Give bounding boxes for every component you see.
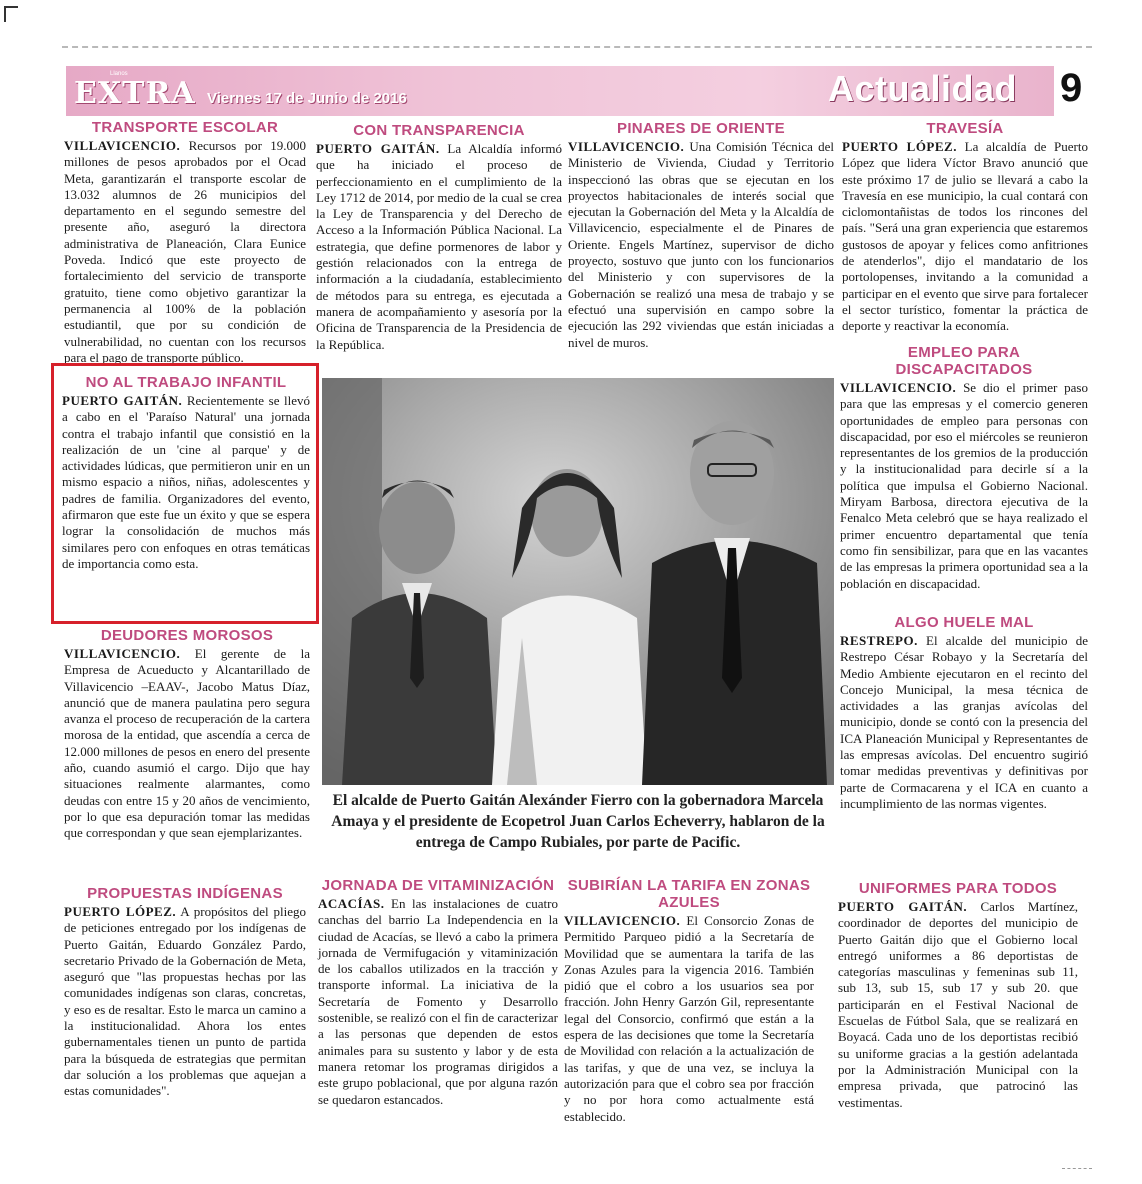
article-body [316, 141, 562, 353]
article-text: Recursos por 19.000 millones de pesos aprobados por el Ocad Meta, garantizarán el transporte escolar de 13.032 alumnos de 26 municipios del departamento en el segundo semestre del presente año, aseguró la directora administrativa de Planeación, Clara Eunice Poveda. Indicó que este proyecto de fortalecimiento del servicio de transporte gratuito, tiene como objetivo garantizar la permanencia al 100% de la población estudiantil, que por su condición de vulnerabilidad, no cuentan con los recursos para el pago de transporte público. [64, 138, 306, 365]
dateline: PUERTO GAITÁN. [62, 393, 183, 408]
photo-caption: El alcalde de Puerto Gaitán Alexánder Fierro con la gobernadora Marcela Amaya y el presidente de Ecopetrol Juan Carlos Echeverry, hablaron de la entrega de Campo Rubiales, por parte de Pacific. [331, 792, 825, 851]
dateline: PUERTO GAITÁN. [838, 899, 968, 914]
article-text: El gerente de la Empresa de Acueducto y Alcantarillado de Villavicencio –EAAV-, Jacobo Matus Díaz, anunció que de manera paulatina pero segura avanza el proceso de recuperación de la cartera morosa de la entidad, que ascendía a cerca de 12.000 millones de pesos en enero del presente año, cuando asumió el cargo. Dijo que hay situaciones realmente alarmantes, como deudas con entre 15 y 20 años de vencimiento, por lo que esa depuración tomar las medidas que correspondan y que sean ejemplarizantes. [64, 646, 310, 841]
article-text: Recientemente se llevó a cabo en el 'Paraíso Natural' una jornada contra el trabajo infantil que consistió en la realización de un 'cine al parque' y de actividades lúdicas, que permitieron unir en un mismo espacio a niños, niñas, adolescentes y padres de familia. Organizadores del evento, afirmaron que este fue un éxito y que se espera lograr la consolidación de muchos más similares pero con enfoques en otras temáticas de importancia como esta. [62, 393, 310, 571]
dateline: PUERTO GAITÁN. [316, 141, 440, 156]
headline: CON TRANSPARENCIA [353, 122, 525, 139]
dateline: VILLAVICENCIO. [568, 139, 685, 154]
dateline: ACACÍAS. [318, 896, 385, 911]
article-deudores-morosos [64, 627, 310, 842]
headline: JORNADA DE VITAMINIZACIÓN [321, 877, 555, 894]
article-empleo-para-discapacitados [840, 344, 1088, 592]
bottom-dashed-rule [1062, 1168, 1092, 1169]
dateline: VILLAVICENCIO. [64, 646, 181, 661]
article-body [840, 380, 1088, 592]
page-number: 9 [1060, 66, 1083, 110]
article-body [568, 139, 834, 351]
article-text: En las instalaciones de cuatro canchas del barrio La Independencia en la ciudad de Acacías, se llevó a cabo la primera jornada de Vermifugación y vitaminización de los caballos utilizados en la tracción y transporte informal. La iniciativa de la Secretaría de Fomento y Desarrollo sostenible, se realizó con el fin de caracterizar a las personas que dependen de estos animales para su sustento y labor y de esta manera retomar los programas dirigidos a este grupo poblacional, que por alguna razón se quedaron estancados. [318, 896, 558, 1107]
article-text: Una Comisión Técnica del Ministerio de Vivienda, Ciudad y Territorio inspeccionó las obras que se ejecutan en los proyectos habitacionales de interés social que ejecutan la Gobernación del Meta y la Alcaldía de Villavicencio, especialmente el de Pinares de Oriente. Engels Martínez, supervisor de dicho proyecto, sostuvo que junto con los funcionarios del Ministerio y con supervisores de la Gobernación se realizó una mesa de trabajo y se efectuó una supervisión en campo sobre la ejecución las 292 viviendas que están iniciadas a nivel de muros. [568, 139, 834, 350]
headline: NO AL TRABAJO INFANTIL [85, 374, 287, 391]
dateline: PUERTO LÓPEZ. [64, 904, 177, 919]
article-propuestas-indigenas [64, 885, 306, 1100]
headline: PROPUESTAS INDÍGENAS [87, 885, 283, 902]
group-portrait-image [322, 378, 834, 785]
article-con-transparencia [316, 122, 562, 353]
section-title: Actualidad [828, 68, 1018, 109]
article-uniformes-para-todos [838, 880, 1078, 1111]
dateline: VILLAVICENCIO. [64, 138, 181, 153]
article-body [318, 896, 558, 1108]
article-body [64, 646, 310, 842]
article-body [564, 913, 814, 1125]
dateline: VILLAVICENCIO. [564, 913, 681, 928]
headline: TRANSPORTE ESCOLAR [91, 119, 279, 136]
headline: ALGO HUELE MAL [894, 614, 1034, 631]
headline: EMPLEO PARA DISCAPACITADOS [895, 344, 1033, 378]
newspaper-logo-kicker: Llanos [110, 71, 128, 77]
article-text: Carlos Martínez, coordinador de deportes del municipio de Puerto Gaitán dijo que el Gobierno local entregó uniformes a 86 deportistas de categorías masculinas y femeninas sub 11, sub 13, sub 15, sub 17 y sub 20. que participarán en el Festival Nacional de Escuelas de Fútbol Sala, que se realizará en Boyacá. Cada uno de los deportistas recibió su uniforme gracias a la gestión adelantada por la Administración Municipal con la empresa privada, que patrocinó las vestimentas. [838, 899, 1078, 1110]
crop-mark [4, 6, 18, 22]
article-body [838, 899, 1078, 1111]
article-travesia [842, 120, 1088, 335]
headline: PINARES DE ORIENTE [617, 120, 785, 137]
newspaper-logo: EXTRA [74, 76, 196, 111]
issue-date: Viernes 17 de Junio de 2016 [207, 90, 407, 107]
article-algo-huele-mal [840, 614, 1088, 812]
article-subirian-la-tarifa [564, 877, 814, 1125]
article-transporte-escolar [64, 119, 306, 366]
article-jornada-de-vitaminizacion [318, 877, 558, 1108]
headline: UNIFORMES PARA TODOS [858, 880, 1058, 897]
article-text: A propósitos del pliego de peticiones entregado por los indígenas de Puerto Gaitán, Eduardo González Pardo, secretario Privado de la Gobernación de Meta, aseguró que "las propuestas hechas por las comunidades indígenas son claras, concretas, y eso es de resaltar. Esto le marca un camino a la institucionalidad. Ahora los entes gubernamentales tienen un punto de partida para la búsqueda de estrategias que permitan dar solución a los problemas que aquejan a estas comunidades". [64, 904, 306, 1099]
article-body [842, 139, 1088, 335]
article-pinares-de-oriente [568, 120, 834, 351]
top-dashed-rule [62, 46, 1092, 48]
news-photo [322, 378, 834, 785]
article-body [64, 904, 306, 1100]
article-body [64, 138, 306, 366]
article-text: La alcaldía de Puerto López que lidera Víctor Bravo anunció que este próximo 17 de julio se llevará a cabo la Travesía en ese municipio, la cual contará con ciclomontañistas de todos los rincones del país. "Será una gran experiencia que estaremos gustosos de apoyar y felices como anfitriones de atenderlos", dijo el mandatario de los portolopenses, invitando a la comunidad a participar en el evento que sirve para fortalecer el sector turístico, fomentar la práctica de deporte y reactivar la economía. [842, 139, 1088, 334]
headline: DEUDORES MOROSOS [100, 627, 274, 644]
article-text: Se dio el primer paso para que las empresas y el comercio generen oportunidades de empleo para personas con discapacidad, por eso el miércoles se reunieron representantes de los gremios de la producción y la institucionalidad para decirle sí a la política que impulsa el Gobierno Nacional. Miryam Barbosa, directora ejecutiva de la Fenalco Meta celebró que se haya realizado el primer encuentro departamental que tenía como fin sensibilizar, para que en las vacantes de las empresas la primera oportunidad sea a la población en discapacidad. [840, 380, 1088, 591]
dateline: VILLAVICENCIO. [840, 380, 957, 395]
article-body [62, 393, 310, 572]
headline: TRAVESÍA [926, 120, 1004, 137]
dateline: RESTREPO. [840, 633, 918, 648]
article-text: El Consorcio Zonas de Permitido Parqueo pidió a la Secretaría de Movilidad que se aumentara la tarifa de las Zonas Azules para la vigencia 2016. También pidió que el cobro a los usuarios sea por fracción. John Henry Garzón Gil, representante legal del Consorcio, confirmó que están a la espera de las decisiones que tome la Secretaría de Movilidad con relación a la actualización de las tarifas, y que de una vez, se incluya la autorización para que el cobro sea por fracción y no por hora como actualmente está establecido. [564, 913, 814, 1124]
article-text: La Alcaldía informó que ha iniciado el proceso de perfeccionamiento en el cumplimiento de la Ley 1712 de 2014, por medio de la cual se crea la Ley de Transparencia y del Derecho de Acceso a la Información Pública Nacional. La estrategia, que define pormenores de labor y gestión relacionados con la entrega de información a la ciudadanía, establecimiento de métodos para su entrega, es ejecutada a manera de acompañamiento y asesoría por la Oficina de Transparencia de la Presidencia de la República. [316, 141, 562, 352]
article-body [840, 633, 1088, 812]
article-no-al-trabajo-infantil [62, 374, 310, 572]
article-text: El alcalde del municipio de Restrepo César Robayo y la Secretaría del Medio Ambiente ejecutaron en el recinto del Concejo Municipal, la mesa técnica de actividades a las granjas avícolas del municipio, donde se contó con la presencia del ICA Planeación Municipal y Representantes de las empresas avícolas. Del encuentro sugirió tomar medidas preventivas y definitivas por parte de Cormacarena y el ICA en cuanto a incumplimiento de las normas vigentes. [840, 633, 1088, 811]
headline: SUBIRÍAN LA TARIFA EN ZONAS AZULES [567, 877, 811, 911]
dateline: PUERTO LÓPEZ. [842, 139, 957, 154]
